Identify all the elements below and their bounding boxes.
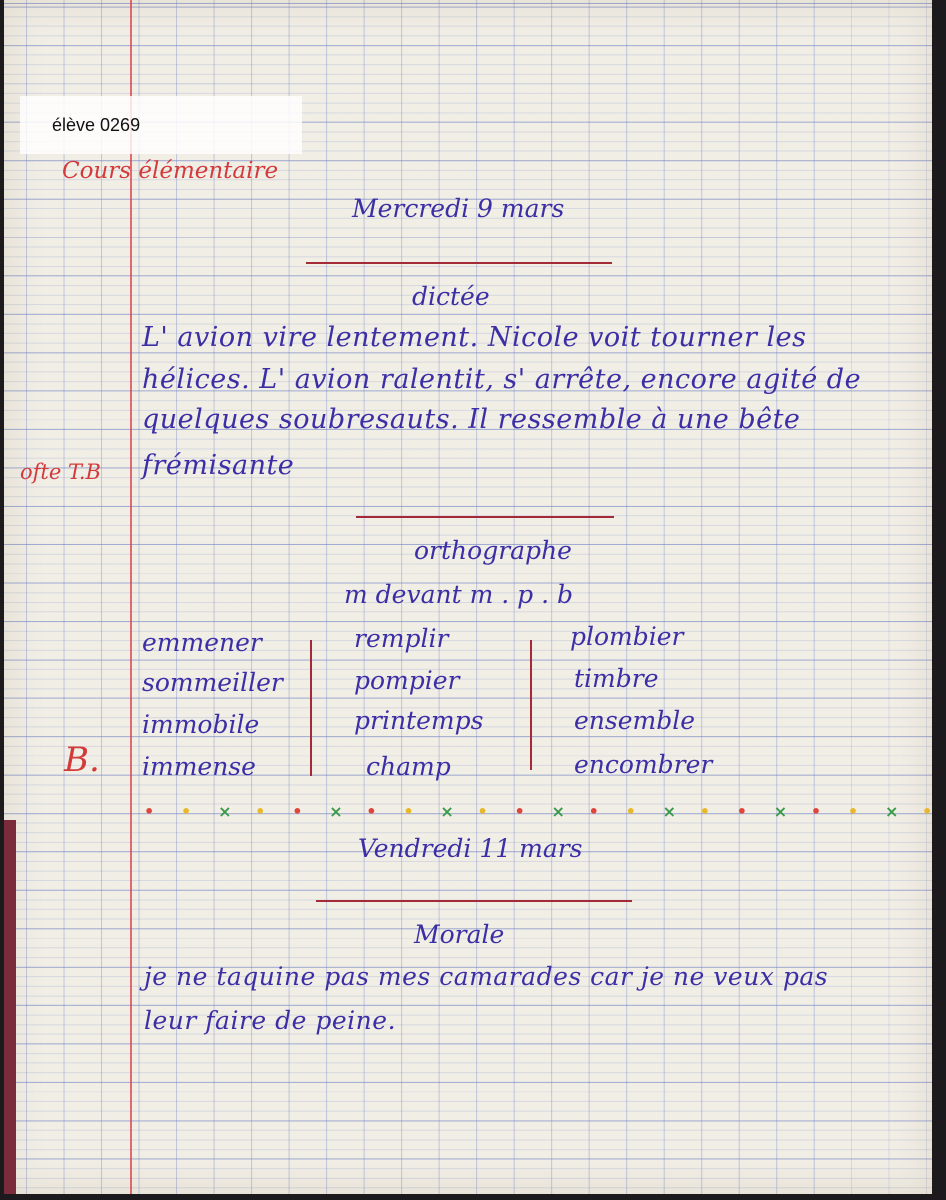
class-level: Cours élémentaire [62,158,279,184]
decorative-dot: • [588,802,599,821]
word-col3-3: ensemble [574,706,696,735]
notebook-page [4,0,932,1194]
dictee-line-4: frémisante [142,450,295,481]
decorative-dot: • [699,802,710,821]
word-col1-3: immobile [142,710,260,739]
dictee-underline [356,516,614,518]
decorative-dot: • [922,802,933,821]
decorative-dot: • [181,802,192,821]
dictee-line-2: hélices. L' avion ralentit, s' arrête, encore agité de [142,364,862,395]
entry1-date: Mercredi 9 mars [352,194,565,223]
decorative-cross: × [662,802,677,821]
decorative-cross: × [773,802,788,821]
morale-line-1: je ne taquine pas mes camarades car je ne veux pas [144,962,829,991]
column-divider-2 [530,640,532,770]
dictee-line-3: quelques soubresauts. Il ressemble à une bête [142,404,801,435]
decorative-dot: • [366,802,377,821]
entry2-date: Vendredi 11 mars [358,834,583,863]
decorative-cross: × [551,802,565,821]
decorative-cross: × [329,802,343,821]
orthographe-rule: m devant m . p . b [344,580,573,609]
decorative-dot: • [144,802,155,821]
dictee-grade: ofte T.B [20,460,101,484]
decorative-dot: • [403,802,414,821]
decorative-dot: • [736,802,747,821]
decorative-dot: • [625,802,636,821]
word-col2-3: printemps [354,706,484,735]
word-col3-2: timbre [574,664,659,693]
column-divider-1 [310,640,312,776]
decorative-dot: • [255,802,266,821]
word-col1-1: emmener [142,628,262,657]
decorative-dot: • [810,802,822,821]
decorative-dot: • [477,802,488,821]
word-col3-1: plombier [570,622,684,651]
word-col2-1: remplir [354,624,449,653]
word-col2-4: champ [366,752,451,781]
morale-title: Morale [414,920,505,949]
morale-line-2: leur faire de peine. [144,1006,397,1035]
word-col2-2: pompier [354,666,460,695]
orthographe-grade: B. [64,740,100,780]
decorative-dot: • [292,802,303,821]
decorative-cross: × [218,802,232,821]
entry2-date-underline [316,900,632,902]
notebook-binding [4,820,16,1194]
dictee-line-1: L' avion vire lentement. Nicole voit tourner les [142,322,807,353]
dictee-title: dictée [412,282,490,311]
decorative-cross: × [440,802,454,821]
word-col3-4: encombrer [574,750,713,779]
student-label: élève 0269 [20,96,302,154]
orthographe-title: orthographe [414,536,572,565]
decorative-dot: • [847,802,859,821]
decorative-dot: • [514,802,525,821]
decorative-cross: × [884,802,899,821]
entry1-date-underline [306,262,612,264]
word-col1-2: sommeiller [142,668,283,697]
word-col1-4: immense [142,752,256,781]
